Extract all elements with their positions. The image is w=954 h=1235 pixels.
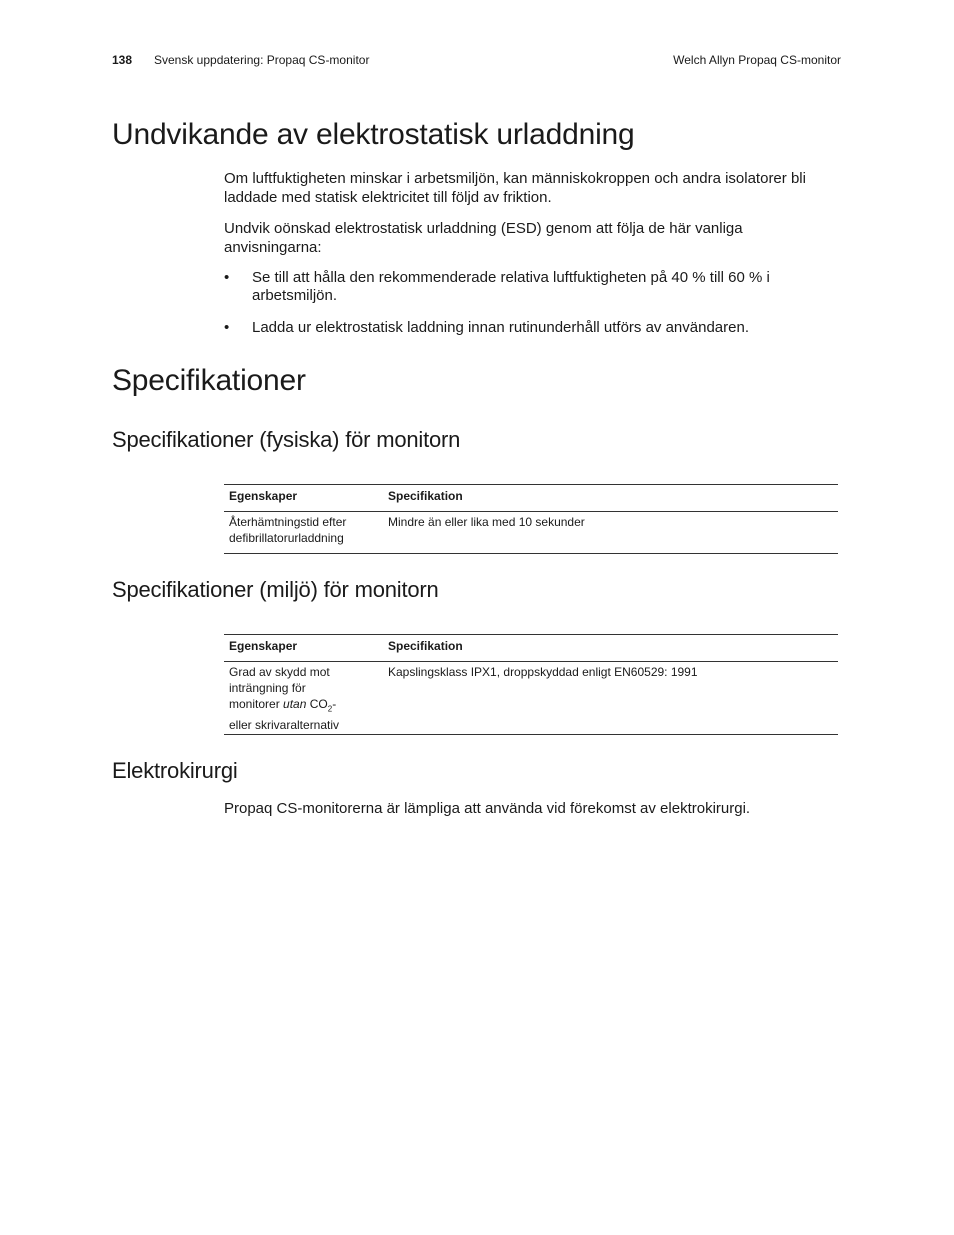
table-rule-bottom — [224, 734, 838, 735]
bullet-icon: • — [224, 319, 230, 336]
cell-text-part: Grad av skydd mot inträngning för monitorer — [229, 665, 330, 711]
table-cell-property — [229, 664, 347, 733]
table-rule-header — [224, 511, 838, 512]
bullet-text: Ladda ur elektrostatisk laddning innan rutinunderhåll utförs av användaren. — [252, 319, 749, 336]
column-header-specification: Specifikation — [388, 489, 463, 503]
running-header-right: Welch Allyn Propaq CS-monitor — [673, 53, 841, 67]
cell-text-italic: utan — [283, 697, 307, 711]
bullet-text: Se till att hålla den rekommenderade relativa luftfuktigheten på 40 % till 60 % i arbetsmiljön. — [252, 269, 770, 304]
page-number: 138 — [112, 53, 133, 67]
electrosurgery-heading: Elektrokirurgi — [112, 758, 238, 783]
cell-text-part: -eller skrivaralternativ — [229, 697, 340, 733]
column-header-property: Egenskaper — [229, 639, 298, 653]
cell-text-part: CO — [306, 697, 328, 711]
page-header — [112, 53, 841, 69]
bullet-icon: • — [224, 269, 230, 286]
subscript: 2 — [327, 704, 333, 714]
table-cell-specification: Kapslingsklass IPX1, droppskyddad enligt EN60529: 1991 — [388, 665, 698, 679]
table-cell-property: Återhämtningstid efter defibrillatorurladdning — [229, 515, 347, 545]
table-rule-top — [224, 484, 838, 485]
table-rule-top — [224, 634, 838, 635]
physical-specs-table — [224, 484, 838, 554]
esd-heading: Undvikande av elektrostatisk urladdning — [112, 118, 635, 151]
electrosurgery-paragraph: Propaq CS-monitorerna är lämpliga att använda vid förekomst av elektrokirurgi. — [224, 800, 751, 817]
specifications-heading: Specifikationer — [112, 364, 306, 397]
esd-paragraph-2: Undvik oönskad elektrostatisk urladdning (ESD) genom att följa de här vanliga anvisningarna: — [224, 220, 743, 256]
environment-specs-table — [224, 634, 838, 735]
table-rule-header — [224, 661, 838, 662]
running-header-left: Svensk uppdatering: Propaq CS-monitor — [154, 53, 370, 67]
environment-specs-heading: Specifikationer (miljö) för monitorn — [112, 577, 439, 602]
column-header-specification: Specifikation — [388, 639, 463, 653]
table-rule-bottom — [224, 553, 838, 554]
esd-paragraph-1: Om luftfuktigheten minskar i arbetsmiljön, kan människokroppen och andra isolatorer bli laddade med statisk elektricitet till följd av friktion. — [224, 170, 806, 206]
physical-specs-heading: Specifikationer (fysiska) för monitorn — [112, 427, 461, 452]
column-header-property: Egenskaper — [229, 489, 298, 503]
table-cell-specification: Mindre än eller lika med 10 sekunder — [388, 515, 585, 529]
